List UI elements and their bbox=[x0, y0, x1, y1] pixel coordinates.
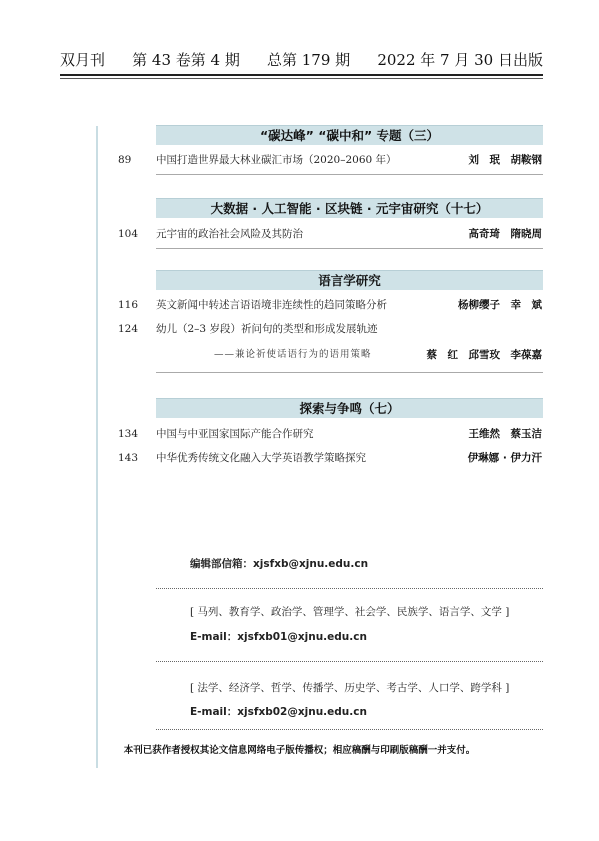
toc-article-subtitle: ——兼论祈使话语行为的语用策略 bbox=[214, 349, 372, 360]
section-separator bbox=[156, 248, 543, 249]
editorial-mailbox-label: 编辑部信箱： bbox=[190, 558, 253, 570]
toc-authors: 杨柳缨子 幸 斌 bbox=[458, 299, 542, 311]
toc-authors: 刘 珉 胡鞍钢 bbox=[468, 154, 542, 166]
header-rule-thin bbox=[60, 78, 543, 79]
toc-page-number: 124 bbox=[118, 323, 139, 335]
dotted-divider bbox=[156, 588, 543, 589]
group2-email-label: E-mail： bbox=[190, 706, 238, 718]
journal-header bbox=[0, 0, 599, 82]
toc-entry[interactable] bbox=[0, 296, 599, 314]
toc-article-title: 中国打造世界最大林业碳汇市场（2020–2060 年） bbox=[156, 154, 397, 166]
toc-page-number: 104 bbox=[118, 228, 139, 240]
group1-email[interactable]: xjsfxb01@xjnu.edu.cn bbox=[237, 631, 367, 643]
toc-entry[interactable] bbox=[0, 151, 599, 169]
toc-authors: 蔡 红 邱雪玫 李葆嘉 bbox=[426, 349, 542, 361]
toc-article-title: 中华优秀传统文化融入大学英语教学策略探究 bbox=[156, 452, 366, 464]
section-heading-linguistics: 语言学研究 bbox=[156, 270, 543, 290]
group2-email[interactable]: xjsfxb02@xjnu.edu.cn bbox=[237, 706, 367, 718]
total-issue-label: 总第 179 期 bbox=[267, 51, 351, 69]
toc-entry[interactable] bbox=[0, 320, 599, 338]
editorial-mailbox bbox=[190, 556, 368, 572]
toc-authors: 高奇琦 隋晓周 bbox=[468, 228, 542, 240]
group2-email-line bbox=[190, 704, 367, 720]
editorial-mailbox-email[interactable]: xjsfxb@xjnu.edu.cn bbox=[253, 558, 369, 570]
section-separator bbox=[156, 372, 543, 373]
dotted-divider bbox=[156, 729, 543, 730]
group1-email-line bbox=[190, 629, 367, 645]
section-heading-exploration: 探索与争鸣（七） bbox=[156, 398, 543, 418]
toc-entry-continuation bbox=[0, 346, 599, 364]
group1-subjects: [ 马列、教育学、政治学、管理学、社会学、民族学、语言学、文学 ] bbox=[190, 606, 510, 618]
header-rule-thick bbox=[60, 74, 543, 76]
toc-page-number: 143 bbox=[118, 452, 139, 464]
toc-page-number: 116 bbox=[118, 299, 139, 311]
toc-article-title: 英文新闻中转述言语语境非连续性的趋同策略分析 bbox=[156, 299, 387, 311]
copyright-note: 本刊已获作者授权其论文信息网络电子版传播权；相应稿酬与印刷版稿酬一并支付。 bbox=[123, 745, 476, 756]
group1-email-label: E-mail： bbox=[190, 631, 238, 643]
section-heading-carbon: “碳达峰” “碳中和” 专题（三） bbox=[156, 125, 543, 145]
toc-article-title: 元宇宙的政治社会风险及其防治 bbox=[156, 228, 303, 240]
toc-authors: 王维然 蔡玉洁 bbox=[468, 428, 542, 440]
section-heading-bigdata: 大数据 · 人工智能 · 区块链 · 元宇宙研究（十七） bbox=[156, 198, 543, 218]
toc-article-title: 幼儿（2–3 岁段）祈问句的类型和形成发展轨迹 bbox=[156, 323, 378, 335]
toc-entry[interactable] bbox=[0, 425, 599, 443]
toc-page-number: 89 bbox=[118, 154, 132, 166]
dotted-divider bbox=[156, 661, 543, 662]
toc-article-title: 中国与中亚国家国际产能合作研究 bbox=[156, 428, 314, 440]
toc-entry[interactable] bbox=[0, 449, 599, 467]
volume-issue-label: 第 43 卷第 4 期 bbox=[132, 51, 240, 69]
header-row bbox=[60, 49, 543, 70]
toc-page-number: 134 bbox=[118, 428, 139, 440]
left-margin-rule bbox=[96, 126, 98, 768]
publish-date-label: 2022 年 7 月 30 日出版 bbox=[377, 51, 543, 69]
section-separator bbox=[156, 174, 543, 175]
frequency-label: 双月刊 bbox=[60, 51, 106, 69]
group2-subjects: [ 法学、经济学、哲学、传播学、历史学、考古学、人口学、跨学科 ] bbox=[190, 682, 510, 694]
toc-entry[interactable] bbox=[0, 225, 599, 243]
toc-authors: 伊琳娜 · 伊力汗 bbox=[467, 452, 542, 464]
